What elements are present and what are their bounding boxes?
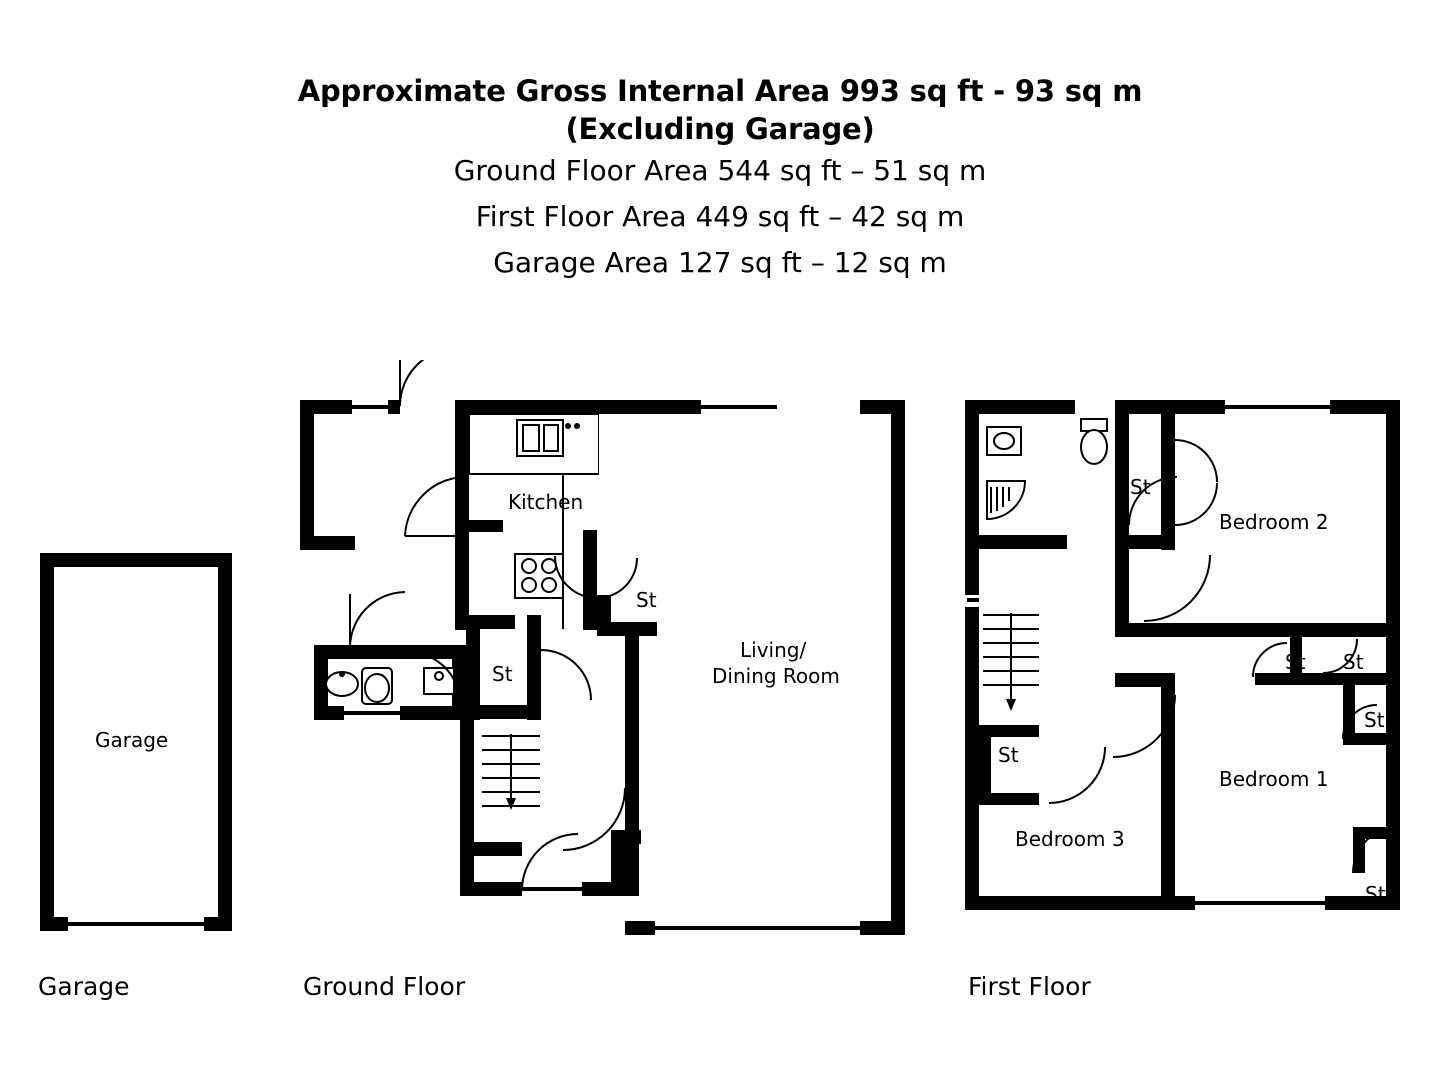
ff-label-store-mid-right: St <box>1343 650 1364 674</box>
header-line-excluding-garage: (Excluding Garage) <box>565 112 875 146</box>
header-line-ground-area: Ground Floor Area 544 sq ft – 51 sq m <box>453 154 987 187</box>
garage-door-opening <box>68 922 204 926</box>
header-line-gross-area: Approximate Gross Internal Area 993 sq ft - 93 sq m <box>297 74 1143 108</box>
floorplan-header <box>0 72 1440 286</box>
first-floorplan <box>965 395 1400 930</box>
caption-ground-floor: Ground Floor <box>303 972 466 1001</box>
header-line-first-area: First Floor Area 449 sq ft – 42 sq m <box>475 200 965 233</box>
gf-label-living-dining-line2: Dining Room <box>712 664 840 688</box>
ff-label-store-mid-left: St <box>1285 650 1306 674</box>
ground-floorplan <box>300 360 905 935</box>
ff-label-bedroom1: Bedroom 1 <box>1219 767 1329 791</box>
gf-doors <box>300 360 905 935</box>
garage-wall-bottom-right <box>204 917 232 931</box>
ff-label-store-right: St <box>1364 708 1385 732</box>
ff-label-store-bottom-right: St <box>1365 882 1386 906</box>
ff-label-bedroom2: Bedroom 2 <box>1219 510 1329 534</box>
garage-floorplan <box>40 553 232 931</box>
caption-first-floor: First Floor <box>968 972 1091 1001</box>
caption-garage: Garage <box>38 972 130 1001</box>
ff-label-store-bath: St <box>1130 475 1151 499</box>
gf-label-store-hall: St <box>492 662 513 686</box>
gf-label-kitchen: Kitchen <box>508 490 584 514</box>
gf-label-store-kitchen: St <box>636 588 657 612</box>
header-line-garage-area: Garage Area 127 sq ft – 12 sq m <box>493 246 947 279</box>
garage-room-label: Garage <box>95 728 169 752</box>
ff-label-store-landing: St <box>998 743 1019 767</box>
garage-wall-right <box>218 553 232 931</box>
ff-label-bedroom3: Bedroom 3 <box>1015 827 1125 851</box>
gf-label-living-dining-line1: Living/ <box>740 638 807 662</box>
garage-wall-bottom-left <box>40 917 68 931</box>
garage-wall-top <box>40 553 232 567</box>
garage-wall-left <box>40 553 54 931</box>
